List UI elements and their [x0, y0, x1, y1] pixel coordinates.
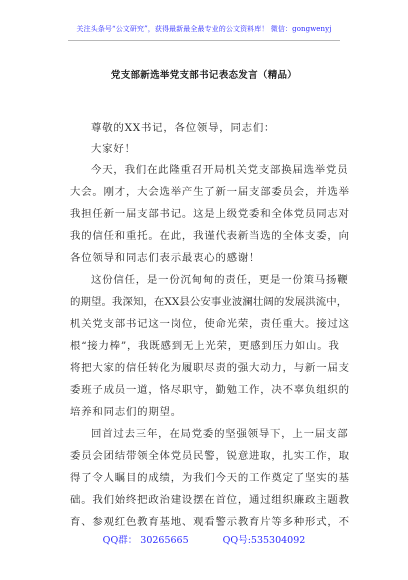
body-line: 委班子成员一道，恪尽职守，勤勉工作，决不辜负组织的	[70, 384, 350, 396]
body-line: 回首过去三年，在局党委的坚强领导下，上一届支部	[91, 428, 349, 440]
body-line: 的期望。我深知，在XX县公安事业波澜壮阔的发展洪流中，	[70, 296, 348, 308]
body-line: 得了令人瞩目的成绩，为我们今天的工作奠定了坚实的基	[70, 472, 350, 484]
wechat-id[interactable]: gongwenyj	[292, 25, 332, 33]
body-line: 根“接力棒”，我既感到无上光荣，更感到压力如山。我	[70, 340, 340, 352]
body-line: 培养和同志们的期望。	[70, 406, 182, 418]
contact-footer	[0, 532, 408, 546]
body-line: 机关党支部书记这一岗位，使命光荣，责任重大。接过这	[70, 318, 350, 330]
qq-number[interactable]: QQ号:535304092	[222, 535, 306, 546]
body-line: 础。我们始终把政治建设摆在首位，通过组织廉政主题教	[70, 494, 350, 506]
body-line: 将把大家的信任转化为履职尽责的强大动力，与新一届支	[70, 362, 350, 374]
body-line: 大家好！	[91, 143, 136, 155]
body-line: 各位领导和同志们表示最衷心的感谢！	[70, 252, 261, 264]
body-line: 大会。刚才，大会选举产生了新一届支部委员会，并选举	[70, 186, 350, 198]
document-title: 党支部新选举党支部书记表态发言（精品）	[110, 70, 298, 81]
body-line: 我担任新一届支部书记。这是上级党委和全体党员同志对	[70, 208, 350, 220]
promo-text: 关注头条号“公文研究”，获得最新最全最专业的公文资料库！ 微信：	[76, 25, 293, 33]
header-divider	[68, 40, 340, 41]
body-line: 这份信任，是一份沉甸甸的责任，更是一份策马扬鞭	[91, 274, 349, 286]
qq-group-number[interactable]: QQ群： 30265665	[102, 535, 189, 546]
promo-banner[interactable]	[0, 24, 408, 34]
body-line: 委员会团结带领全体党员民警，锐意进取，扎实工作，取	[70, 450, 350, 462]
body-line: 今天，我们在此隆重召开局机关党支部换届选举党员	[91, 164, 349, 176]
body-line: 育、参观红色教育基地、观看警示教育片等多种形式，不	[70, 516, 350, 528]
body-line: 我的信任和重托。在此，我谨代表新当选的全体支委，向	[70, 230, 350, 242]
body-line-salutation: 尊敬的XX书记，各位领导，同志们：	[91, 122, 276, 134]
